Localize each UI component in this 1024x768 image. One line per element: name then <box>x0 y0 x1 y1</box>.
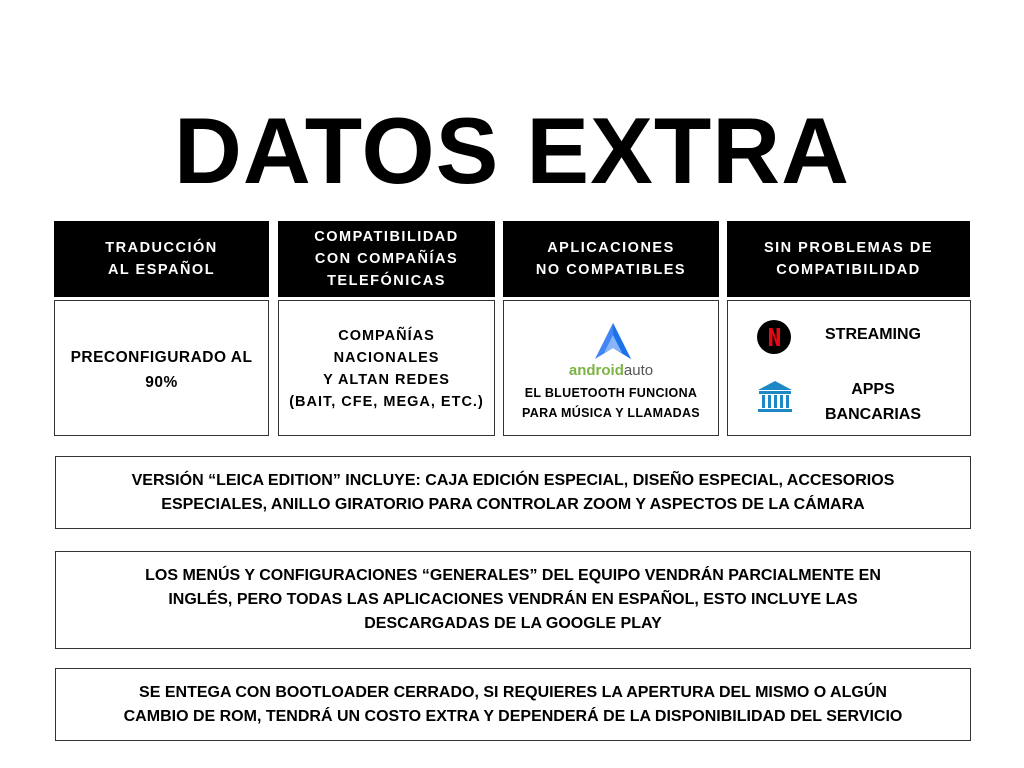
translation-text: PRECONFIGURADO AL 90% <box>70 349 253 391</box>
note-leica-edition: VERSIÓN “LEICA EDITION” INCLUYE: CAJA EDICIÓN ESPECIAL, DISEÑO ESPECIAL, ACCESORIOS ESPECIALES, ANILLO GIRATORIO PARA CONTROLAR ZOOM Y ASPECTOS DE LA CÁMARA <box>55 456 971 529</box>
header-apps <box>503 221 719 297</box>
bank-icon <box>756 379 794 415</box>
note-language: LOS MENÚS Y CONFIGURACIONES “GENERALES” DEL EQUIPO VENDRÁN PARCIALMENTE EN INGLÉS, PERO TODAS LAS APLICACIONES VENDRÁN EN ESPAÑOL, ESTO INCLUYE LAS DESCARGADAS DE LA GOOGLE PLAY <box>55 551 971 649</box>
apps-note: EL BLUETOOTH FUNCIONA PARA MÚSICA Y LLAMADAS <box>522 386 700 420</box>
header-carriers-label: COMPATIBILIDAD CON COMPAÑÍAS TELEFÓNICAS <box>314 229 459 289</box>
streaming-label: STREAMING <box>825 326 921 343</box>
android-auto-icon <box>592 321 634 361</box>
carriers-text: COMPAÑÍAS NACIONALES Y ALTAN REDES (BAIT, CFE, MEGA, ETC.) <box>289 328 484 410</box>
page-title: DATOS EXTRA <box>173 98 851 203</box>
banking-label: APPS BANCARIAS <box>825 381 921 423</box>
netflix-icon <box>756 319 792 355</box>
auto-wordmark: auto <box>623 362 654 379</box>
header-carriers <box>278 221 495 297</box>
cell-translation <box>54 300 269 436</box>
header-translation <box>54 221 269 297</box>
cell-apps <box>503 300 719 436</box>
cell-compat <box>727 300 971 436</box>
header-translation-label: TRADUCCIÓN AL ESPAÑOL <box>105 240 218 278</box>
header-apps-label: APLICACIONES NO COMPATIBLES <box>535 240 687 278</box>
header-compat-label: SIN PROBLEMAS DE COMPATIBILIDAD <box>763 240 933 278</box>
cell-carriers <box>278 300 495 436</box>
header-compat <box>727 221 970 297</box>
note-bootloader: SE ENTEGA CON BOOTLOADER CERRADO, SI REQUIERES LA APERTURA DEL MISMO O ALGÚN CAMBIO DE ROM, TENDRÁ UN COSTO EXTRA Y DEPENDERÁ DE LA DISPONIBILIDAD DEL SERVICIO <box>55 668 971 741</box>
android-wordmark: android <box>568 362 624 379</box>
